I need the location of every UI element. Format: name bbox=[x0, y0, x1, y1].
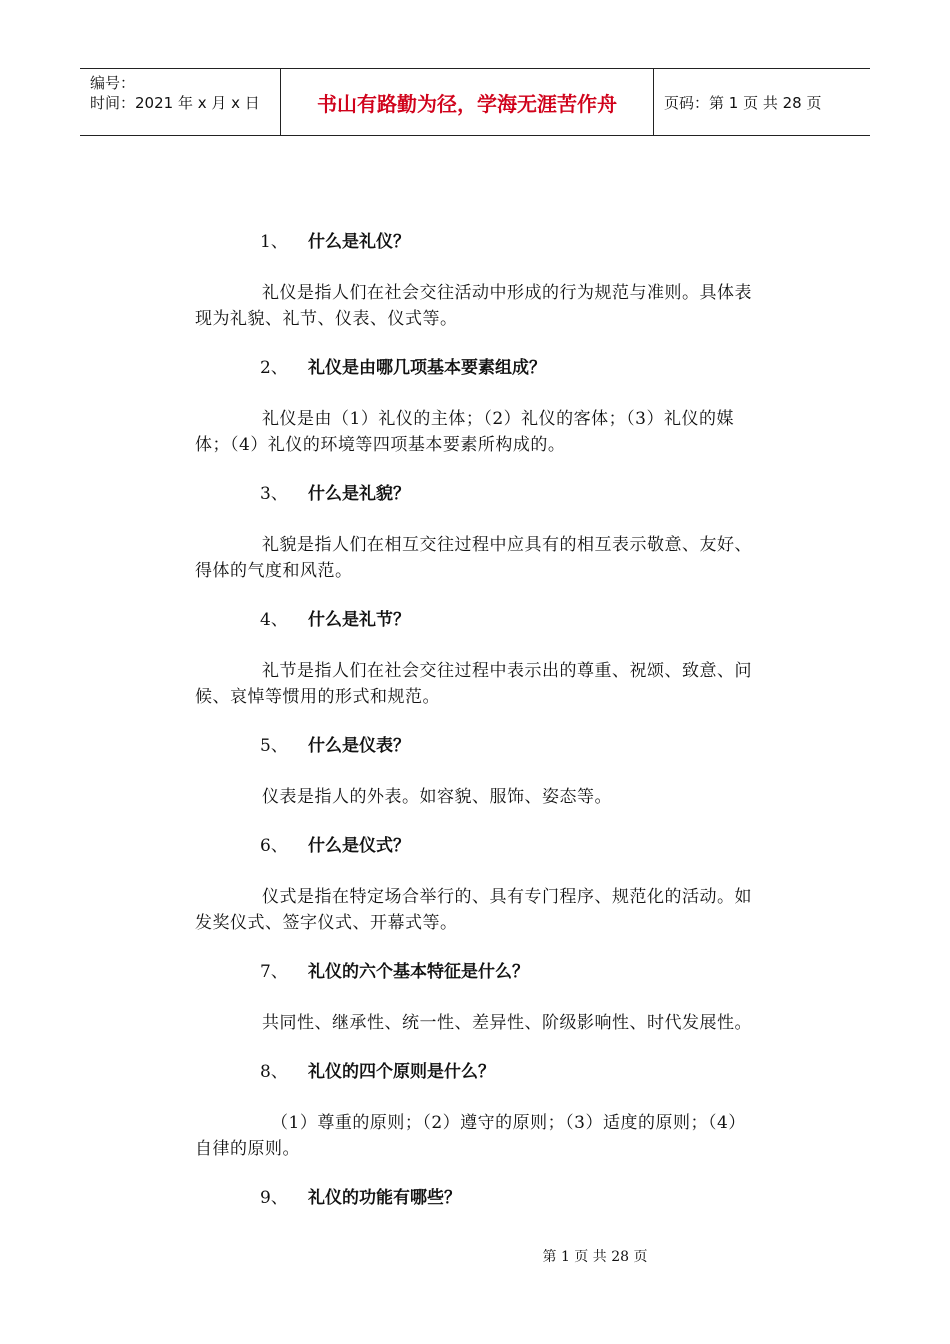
header-page-info: 页码：第 1 页 共 28 页 bbox=[664, 93, 822, 112]
question-4: 4、 什么是礼节？ bbox=[260, 610, 410, 630]
question-7: 7、 礼仪的六个基本特征是什么？ bbox=[260, 962, 529, 982]
header-motto: 书山有路勤为径，学海无涯苦作舟 bbox=[281, 69, 654, 135]
answer-4: 礼节是指人们在社会交往过程中表示出的尊重、祝颂、致意、问候、哀悼等惯用的形式和规范。 bbox=[195, 661, 752, 707]
page-header bbox=[80, 68, 870, 136]
question-6: 6、 什么是仪式？ bbox=[260, 836, 410, 856]
page-footer: 第 1 页 共 28 页 bbox=[542, 1249, 648, 1265]
answer-7: 共同性、继承性、统一性、差异性、阶级影响性、时代发展性。 bbox=[262, 1013, 752, 1033]
answer-6: 仪式是指在特定场合举行的、具有专门程序、规范化的活动。如发奖仪式、签字仪式、开幕式等。 bbox=[195, 887, 752, 933]
question-1: 1、 什么是礼仪？ bbox=[260, 232, 410, 252]
question-2: 2、 礼仪是由哪几项基本要素组成？ bbox=[260, 358, 546, 378]
number-label: 编号： bbox=[90, 74, 136, 92]
answer-5: 仪表是指人的外表。如容貌、服饰、姿态等。 bbox=[262, 787, 612, 807]
answer-1: 礼仪是指人们在社会交往活动中形成的行为规范与准则。具体表现为礼貌、礼节、仪表、仪式等。 bbox=[195, 283, 752, 329]
header-meta bbox=[80, 69, 281, 135]
question-8: 8、 礼仪的四个原则是什么？ bbox=[260, 1062, 495, 1082]
question-3: 3、 什么是礼貌？ bbox=[260, 484, 410, 504]
document-body bbox=[195, 230, 755, 1236]
question-9: 9、 礼仪的功能有哪些？ bbox=[260, 1188, 461, 1208]
answer-8: （1）尊重的原则；（2）遵守的原则；（3）适度的原则；（4）自律的原则。 bbox=[195, 1113, 746, 1159]
time-label: 时间：2021 年 x 月 x 日 bbox=[90, 94, 260, 112]
question-5: 5、 什么是仪表？ bbox=[260, 736, 410, 756]
answer-2: 礼仪是由（1）礼仪的主体；（2）礼仪的客体；（3）礼仪的媒体；（4）礼仪的环境等四项基本要素所构成的。 bbox=[195, 409, 734, 455]
answer-3: 礼貌是指人们在相互交往过程中应具有的相互表示敬意、友好、得体的气度和风范。 bbox=[195, 535, 752, 581]
